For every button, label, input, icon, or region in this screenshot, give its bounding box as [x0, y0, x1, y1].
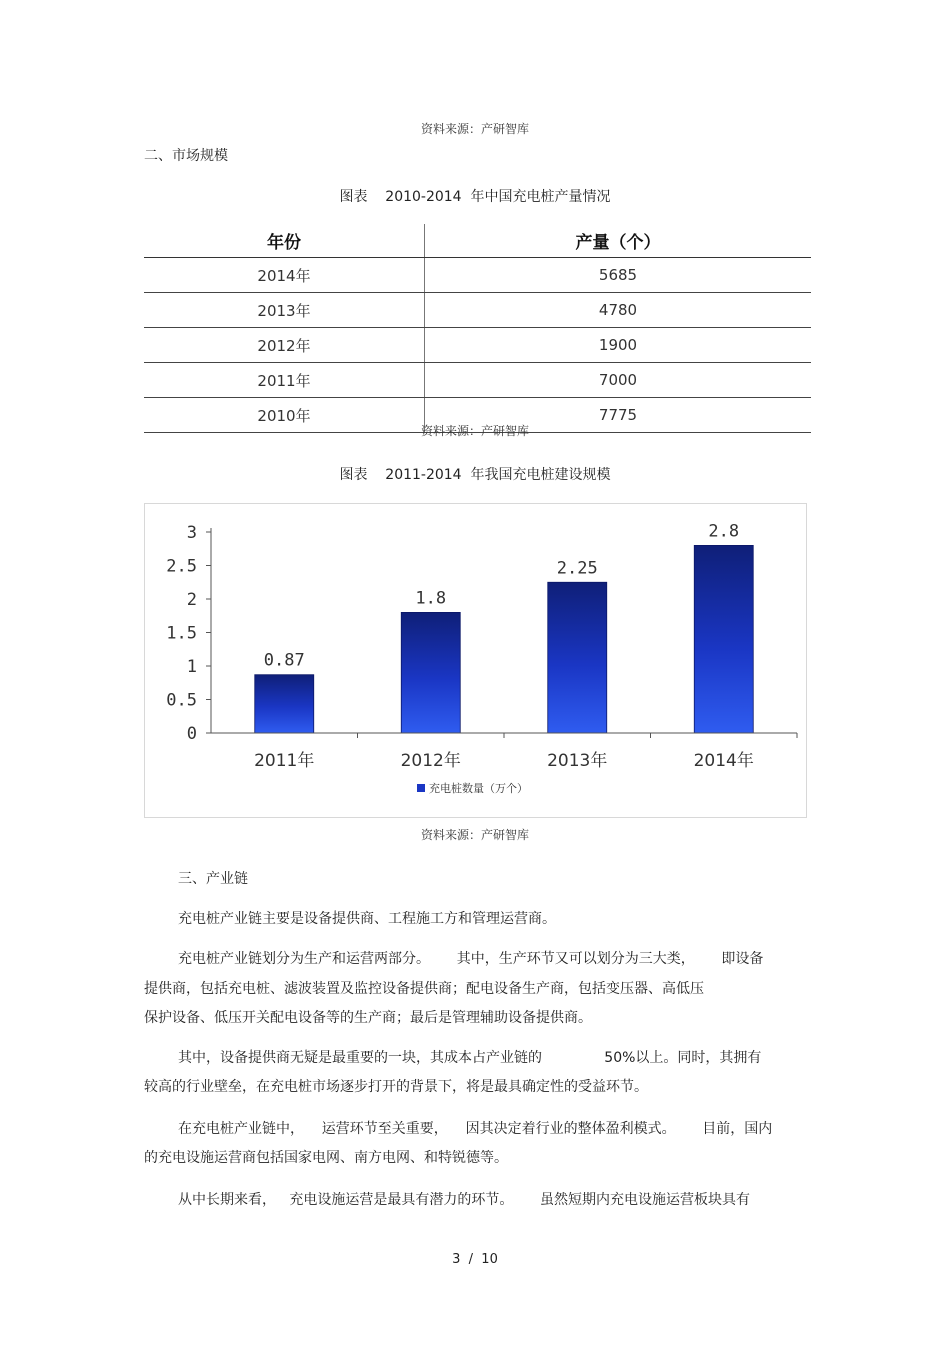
bar-chart-svg [145, 504, 806, 817]
y-tick-label: 2.5 [166, 556, 197, 577]
chart-caption: 图表 2011-2014 年我国充电桩建设规模 [339, 467, 611, 483]
paragraph-2-line-1: 充电桩产业链划分为生产和运营两部分。 其中，生产环节又可以划分为三大类， 即设备 [178, 951, 764, 967]
paragraph-2-line-2: 提供商，包括充电桩、滤波装置及监控设备提供商；配电设备生产商，包括变压器、高低压 [144, 981, 704, 997]
bar [548, 582, 607, 733]
table-cell-year: 2010年 [144, 398, 425, 433]
table-row [144, 363, 811, 398]
table-row [144, 258, 811, 293]
data-label: 1.8 [415, 588, 447, 609]
source-note-3: 资料来源：产研智库 [420, 828, 529, 842]
bar [255, 675, 314, 733]
y-tick-label: 1 [186, 657, 197, 677]
source-note-1: 资料来源：产研智库 [420, 122, 529, 136]
source-note-2: 资料来源：产研智库 [420, 424, 529, 438]
y-tick-label: 1.5 [166, 623, 197, 644]
table-cell-output: 7775 [425, 398, 812, 433]
table-row [144, 328, 811, 363]
paragraph-5-line-1: 从中长期来看， 充电设施运营是最具有潜力的环节。 虽然短期内充电设施运营板块具有 [178, 1192, 751, 1208]
bar [401, 612, 460, 733]
x-tick-label: 2014年 [693, 751, 754, 771]
table-cell-output: 4780 [425, 293, 812, 328]
legend-label: 充电桩数量（万个） [429, 782, 528, 795]
y-tick-label: 2 [186, 590, 197, 610]
table-cell-year: 2013年 [144, 293, 425, 328]
table-cell-output: 7000 [425, 363, 812, 398]
paragraph-1: 充电桩产业链主要是设备提供商、工程施工方和管理运营商。 [178, 911, 556, 927]
data-label: 0.87 [263, 650, 305, 671]
production-table [144, 224, 811, 425]
table-header-year: 年份 [144, 224, 425, 258]
table-cell-output: 5685 [425, 258, 812, 293]
paragraph-3-line-2: 较高的行业壁垒，在充电桩市场逐步打开的背景下，将是最具确定性的受益环节。 [144, 1079, 648, 1095]
bar [694, 545, 753, 733]
section-heading-market-size: 二、市场规模 [144, 148, 228, 164]
paragraph-2-line-3: 保护设备、低压开关配电设备等的生产商；最后是管理辅助设备提供商。 [144, 1010, 592, 1026]
table-header-row [144, 224, 811, 258]
table-cell-year: 2014年 [144, 258, 425, 293]
table-cell-year: 2012年 [144, 328, 425, 363]
paragraph-3-line-1: 其中，设备提供商无疑是最重要的一块，其成本占产业链的 50%以上。同时，其拥有 [178, 1050, 762, 1066]
y-tick-label: 0 [186, 724, 197, 744]
x-tick-label: 2012年 [400, 751, 461, 771]
table-cell-output: 1900 [425, 328, 812, 363]
paragraph-4-line-2: 的充电设施运营商包括国家电网、南方电网、和特锐德等。 [144, 1150, 508, 1166]
table-cell-year: 2011年 [144, 363, 425, 398]
page-number: 3 / 10 [452, 1252, 498, 1267]
y-tick-label: 3 [186, 523, 197, 543]
x-tick-label: 2013年 [547, 751, 608, 771]
legend-swatch [417, 784, 425, 792]
data-label: 2.25 [556, 558, 598, 579]
data-label: 2.8 [708, 521, 740, 542]
x-tick-label: 2011年 [254, 751, 315, 771]
construction-scale-chart [144, 503, 807, 818]
paragraph-4-line-1: 在充电桩产业链中， 运营环节至关重要， 因其决定着行业的整体盈利模式。 目前，国内 [178, 1121, 773, 1137]
table-header-output: 产量（个） [425, 224, 812, 258]
table-caption: 图表 2010-2014 年中国充电桩产量情况 [339, 189, 611, 205]
section-heading-industry-chain: 三、产业链 [178, 871, 248, 887]
table-row [144, 293, 811, 328]
y-tick-label: 0.5 [166, 690, 197, 711]
